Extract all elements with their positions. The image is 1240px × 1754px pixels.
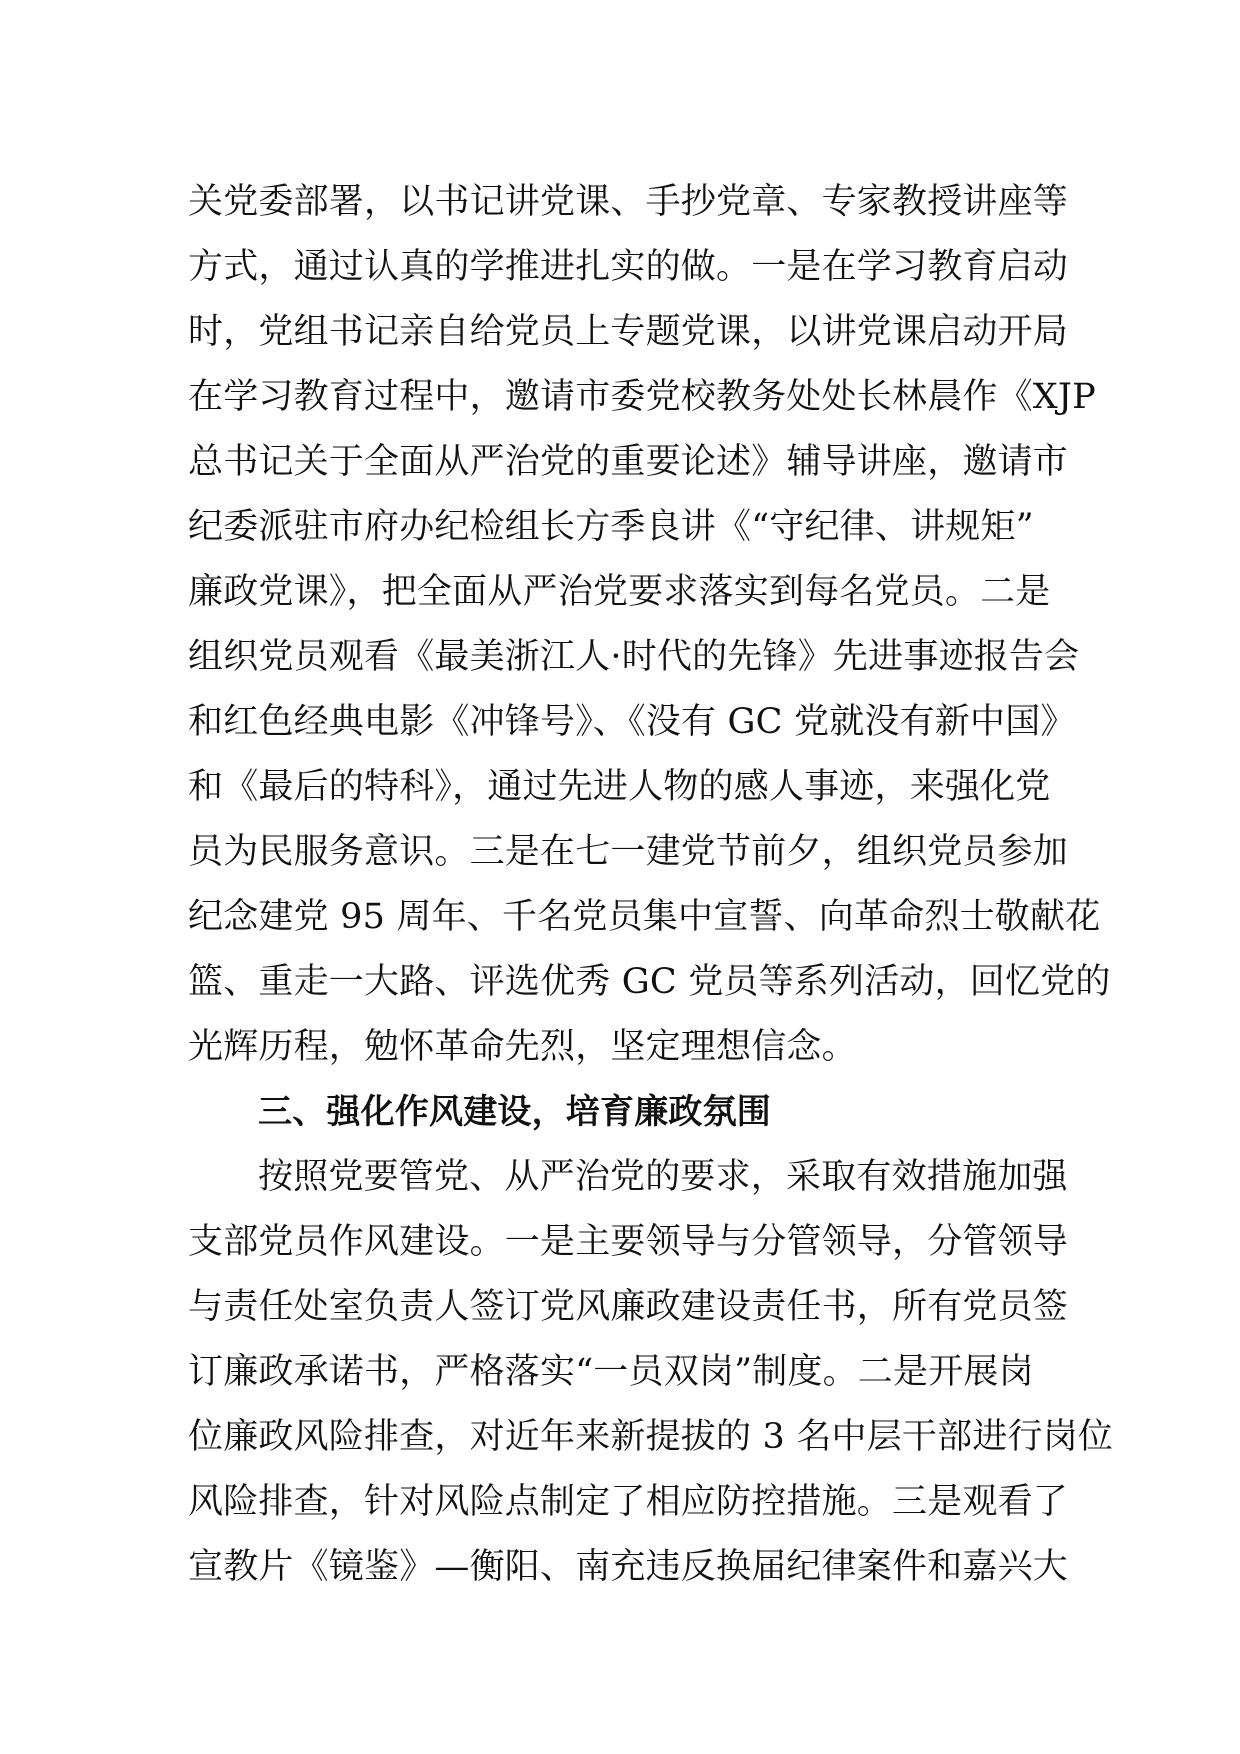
text-line: 关党委部署，以书记讲党课、手抄党章、专家教授讲座等 xyxy=(188,182,1069,222)
text-line: 和红色经典电影《冲锋号》、《没有 GC 党就没有新中国》 xyxy=(188,702,1076,742)
text-line: 方式，通过认真的学推进扎实的做。一是在学习教育启动 xyxy=(188,247,1069,287)
document-body xyxy=(188,170,1114,1600)
text-line: 和《最后的特科》，通过先进人物的感人事迹，来强化党 xyxy=(188,767,1051,807)
text-line: 员为民服务意识。三是在七一建党节前夕，组织党员参加 xyxy=(188,832,1069,872)
text-line: 风险排查，针对风险点制定了相应防控措施。三是观看了 xyxy=(188,1482,1069,1522)
text-line: 订廉政承诺书，严格落实“一员双岗”制度。二是开展岗 xyxy=(188,1352,1034,1392)
text-line: 总书记关于全面从严治党的重要论述》辅导讲座，邀请市 xyxy=(188,442,1069,482)
text-line: 按照党要管党、从严治党的要求，采取有效措施加强 xyxy=(258,1157,1068,1197)
text-line: 纪念建党 95 周年、千名党员集中宣誓、向革命烈士敬献花 xyxy=(188,897,1101,937)
text-line: 位廉政风险排查，对近年来新提拔的 3 名中层干部进行岗位 xyxy=(188,1417,1114,1457)
text-line: 篮、重走一大路、评选优秀 GC 党员等系列活动，回忆党的 xyxy=(188,962,1111,1002)
text-line: 在学习教育过程中，邀请市委党校教务处处长林晨作《XJP xyxy=(188,377,1096,417)
text-line: 与责任处室负责人签订党风廉政建设责任书，所有党员签 xyxy=(188,1287,1069,1327)
text-line: 支部党员作风建设。一是主要领导与分管领导，分管领导 xyxy=(188,1222,1069,1262)
text-line: 时，党组书记亲自给党员上专题党课，以讲党课启动开局 xyxy=(188,312,1069,352)
text-line: 廉政党课》，把全面从严治党要求落实到每名党员。二是 xyxy=(188,572,1051,612)
text-line: 光辉历程，勉怀革命先烈，坚定理想信念。 xyxy=(188,1027,857,1067)
text-line: 宣教片《镜鉴》—衡阳、南充违反换届纪律案件和嘉兴大 xyxy=(188,1547,1069,1587)
text-line: 纪委派驻市府办纪检组长方季良讲《“守纪律、讲规矩” xyxy=(188,507,1034,547)
paragraph-1 xyxy=(188,170,1111,1080)
text-line: 组织党员观看《最美浙江人·时代的先锋》先进事迹报告会 xyxy=(188,637,1080,677)
paragraph-2 xyxy=(188,1145,1114,1600)
section-heading: 三、强化作风建设，培育廉政氛围 xyxy=(258,1092,771,1132)
